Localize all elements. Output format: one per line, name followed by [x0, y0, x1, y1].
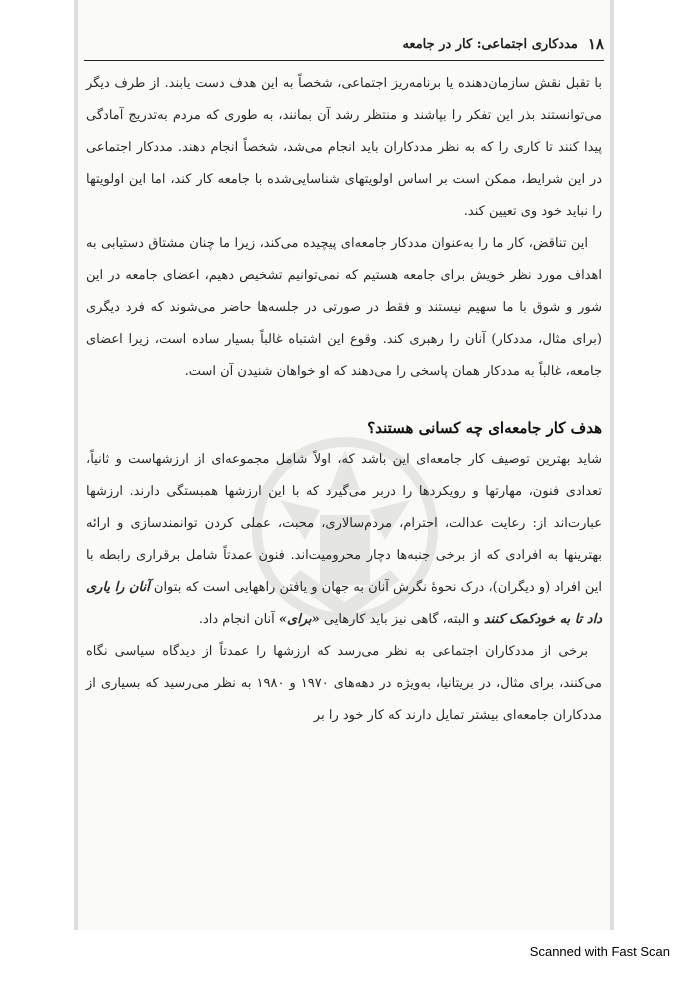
running-title: مددکاری اجتماعی: کار در جامعه: [402, 36, 578, 52]
section-p1-text-b: و البته، گاهی نیز باید کارهایی: [319, 612, 484, 627]
section-paragraph-2: برخی از مددکاران اجتماعی به نظر می‌رسد که ارزشها را عمدتاً از دیدگاه سیاسی نگاه می‌کنند، برای مثال، در بریتانیا، به‌ویژه در دهه‌های ۱۹۷۰ و ۱۹۸۰ به نظر می‌رسید که بسیاری از مددکاران جامعه‌ای بیشتر تمایل دارند که کار خود را بر: [86, 644, 602, 723]
section-p1-emphasis-1: آنان را یاری داد تا به خودکمک کنند: [86, 580, 602, 627]
section-p1-text-a: شاید بهترین توصیف کار جامعه‌ای این باشد که، اولاً شامل مجموعه‌ای از ارزشهاست و ثانیاً، تعدادی فنون، مهارتها و رویکردها را دربر می‌گیرد که با این ارزشها همبستگی دارند. ارزشها عبارت‌اند از: رعایت عدالت، احترام، مردم‌سالاری، محبت، عملی کردن توانمندسازی و ارائه بهترینها به افرادی که از برخی جنبه‌ها دچار محرومیت‌اند. فنون عمدتاً شامل برقراری رابطه با این افراد (و دیگران)، درک نحوهٔ نگرش آنان به جهان و یافتن راههایی است که بتوان: [86, 452, 602, 595]
page-body: [86, 68, 602, 732]
section-p1-text-c: آنان انجام داد.: [198, 612, 279, 627]
section-paragraph-1: [86, 444, 602, 636]
section-p1-emphasis-2: «برای»: [278, 612, 320, 627]
scanner-watermark-label: Scanned with Fast Scan: [529, 944, 670, 959]
section-heading: هدف کار جامعه‌ای چه کسانی هستند؟: [367, 419, 602, 437]
running-header: [84, 28, 604, 61]
page-number: ۱۸: [587, 35, 604, 53]
paragraph-1: با تقبل نقش سازمان‌دهنده یا برنامه‌ریز اجتماعی، شخصاً به این هدف دست یابند. از طرف دیگر می‌توانستند بذر این تفکر را بپاشند و منتظر رشد آن بمانند، به طوری که مردم به‌تدریج آمادگی پیدا کنند تا کاری را که به نظر مددکاران باید انجام می‌شد، شخصاً انجام دهند. مددکار اجتماعی در این شرایط، ممکن است بر اساس اولویتهای شناسایی‌شده با جامعه کار کند، اما این اولویتها را نباید خود وی تعیین کند.: [86, 76, 602, 219]
paragraph-2: این تناقض، کار ما را به‌عنوان مددکار جامعه‌ای پیچیده می‌کند، زیرا ما چنان مشتاق دستیابی به اهداف مورد نظر خویش برای جامعه هستیم که نمی‌توانیم تشخیص دهیم، اعضای جامعه در این شور و شوق با ما سهیم نیستند و فقط در صورتی در جلسه‌ها حاضر می‌شوند که فرد دیگری (برای مثال، مددکار) آنان را رهبری کند. وقوع این اشتباه غالباً بسیار ساده است، زیرا اعضای جامعه، غالباً به مددکار همان پاسخی را می‌دهند که او خواهان شنیدن آن است.: [86, 236, 602, 379]
